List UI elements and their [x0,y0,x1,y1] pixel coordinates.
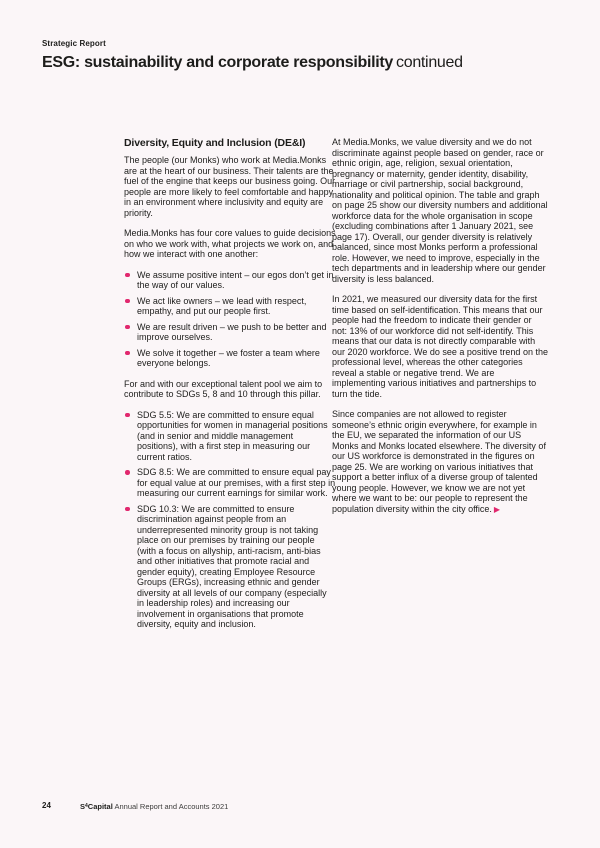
subsection-heading: Diversity, Equity and Inclusion (DE&I) [124,137,306,149]
list-item [124,467,336,499]
list-item [124,348,336,369]
continuation-arrow-icon: ▶ [493,504,501,514]
list-item [124,504,336,630]
list-item-text: SDG 5.5: We are committed to ensure equal opportunities for women in managerial positions (and in senior and middle management positions), with a first step in measuring our current ratios. [137,409,328,462]
paragraph-text: Since companies are not allowed to register someone’s ethnic origin everywhere, for example in the EU, we separated the information of our US Monks and Monks located elsewhere. The diversity of our US workforce is demonstrated in the figures on page 25. We are working on various initiatives that support a better influx of a diverse group of talented young people. However, we know we are not yet where we want to be: our people to represent the population diversity within the city office. [332,409,546,514]
paragraph: The people (our Monks) who work at Media.Monks are at the heart of our business. Their talents are the fuel of the engine that keeps our business going. Our people are more likely to feel comfortable and happy in an environment where inclusivity and equity are priority. [124,155,336,218]
right-column [332,137,548,525]
bullet-dot-icon [125,325,130,330]
bullet-dot-icon [125,273,130,278]
bullet-dot-icon [125,351,130,356]
left-column [124,137,336,640]
footer-text: Annual Report and Accounts 2021 [112,802,229,811]
list-item [124,296,336,317]
core-values-list [124,270,336,369]
list-item-text: We act like owners – we lead with respect, empathy, and put our people first. [137,295,307,316]
list-item [124,410,336,463]
brand-name: $S^4Capital$ [80,802,113,811]
page-footer [0,801,600,815]
paragraph: At Media.Monks, we value diversity and we do not discriminate against people based on gender, race or ethnic origin, age, religion, sexual orientation, pregnancy or maternity, gender identity, disability, marriage or civil partnership, social background, nationality and political opinion. The table and graph on page 25 show our diversity numbers and additional workforce data for the whole organisation in scope (excluding combinations after 1 January 2021, see page 17). Overall, our gender diversity is relatively balanced, since most Monks perform a professional role. However, we need to improve, especially in the tech departments and in leadership where our gender diversity is less balanced. [332,137,548,284]
bullet-dot-icon [125,299,130,304]
page-title-bold: ESG: sustainability and corporate responsibility [42,54,394,71]
list-item-text: We are result driven – we push to be better and improve ourselves. [137,321,327,342]
bullet-dot-icon [125,470,130,475]
footer-brand-line [80,802,228,811]
paragraph: Media.Monks has four core values to guide decisions on who we work with, what projects we work on, and how we interact with one another: [124,228,336,259]
list-item-text: We solve it together – we foster a team where everyone belongs. [137,347,320,368]
brand-superscript: 4 [85,803,88,809]
page-number: 24 [42,801,51,810]
sdg-list [124,410,336,630]
section-eyebrow: Strategic Report [42,39,106,48]
list-item-text: We assume positive intent – our egos don’t get in the way of our values. [137,269,334,290]
bullet-dot-icon [125,507,130,512]
list-item [124,322,336,343]
paragraph [332,409,548,515]
list-item [124,270,336,291]
list-item-text: SDG 10.3: We are committed to ensure discrimination against people from an underrepresented minority group is not taking place on our premises by training our people (with a focus on allyship, anti-racism, anti-bias and other initiatives that promote racial and gender equity), creating Employee Resource Groups (ERGs), increasing ethnic and gender diversity at all levels of our company (especially in leadership roles) and increasing our involvement in organisations that promote diversity, equity and inclusion. [137,503,327,629]
paragraph: In 2021, we measured our diversity data for the first time based on self-identification. This means that our people had the freedom to indicate their gender or not: 13% of our workforce did not self-identify. This means that our data is not directly comparable with our 2020 workforce. We do see a positive trend on the professional level, whereas the other categories reveal a stable or negative trend. We are implementing various initiatives and partnerships to turn the tide. [332,294,548,399]
paragraph: For and with our exceptional talent pool we aim to contribute to SDGs 5, 8 and 10 through this pillar. [124,378,323,399]
list-item-text: SDG 8.5: We are committed to ensure equal pay for equal value at our premises, with a first step in measuring our current earnings for similar work. [137,467,336,498]
bullet-dot-icon [125,413,130,418]
page-title-continued: continued [396,54,463,71]
page-title [42,54,463,72]
